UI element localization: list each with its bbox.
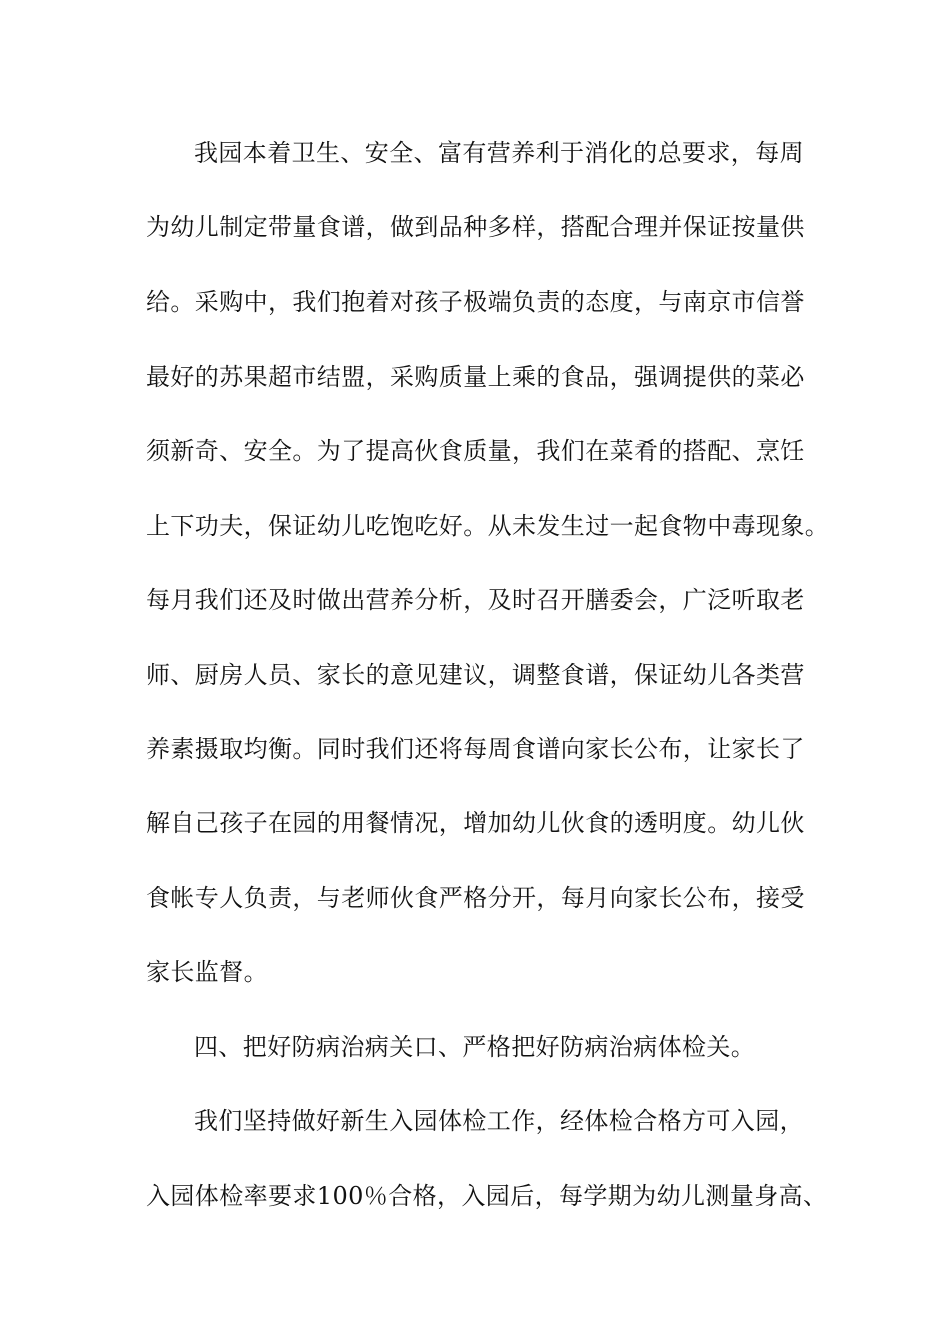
paragraph-line: 解自己孩子在园的用餐情况，增加幼儿伙食的透明度。幼儿伙 (146, 809, 805, 837)
paragraph-line: 最好的苏果超市结盟，采购质量上乘的食品，强调提供的菜必 (146, 363, 805, 391)
paragraph-line: 养素摄取均衡。同时我们还将每周食谱向家长公布，让家长了 (146, 735, 805, 763)
paragraph-line: 为幼儿制定带量食谱，做到品种多样，搭配合理并保证按量供 (146, 213, 805, 241)
paragraph-line: 入园体检率要求100％合格，入园后，每学期为幼儿测量身高、 (146, 1182, 828, 1210)
paragraph-line: 师、厨房人员、家长的意见建议，调整食谱，保证幼儿各类营 (146, 661, 805, 689)
paragraph-line: 家长监督。 (146, 958, 268, 986)
section-heading: 四、把好防病治病关口、严格把好防病治病体检关。 (194, 1033, 756, 1061)
paragraph-line: 上下功夫，保证幼儿吃饱吃好。从未发生过一起食物中毒现象。 (146, 512, 830, 540)
paragraph-line: 我们坚持做好新生入园体检工作，经体检合格方可入园， (194, 1107, 804, 1135)
paragraph-line: 每月我们还及时做出营养分析，及时召开膳委会，广泛听取老 (146, 586, 805, 614)
paragraph-line: 我园本着卫生、安全、富有营养利于消化的总要求，每周 (194, 139, 804, 167)
paragraph-line: 须新奇、安全。为了提高伙食质量，我们在菜肴的搭配、烹饪 (146, 437, 805, 465)
paragraph-line: 给。采购中，我们抱着对孩子极端负责的态度，与南京市信誉 (146, 288, 805, 316)
paragraph-line: 食帐专人负责，与老师伙食严格分开，每月向家长公布，接受 (146, 884, 805, 912)
